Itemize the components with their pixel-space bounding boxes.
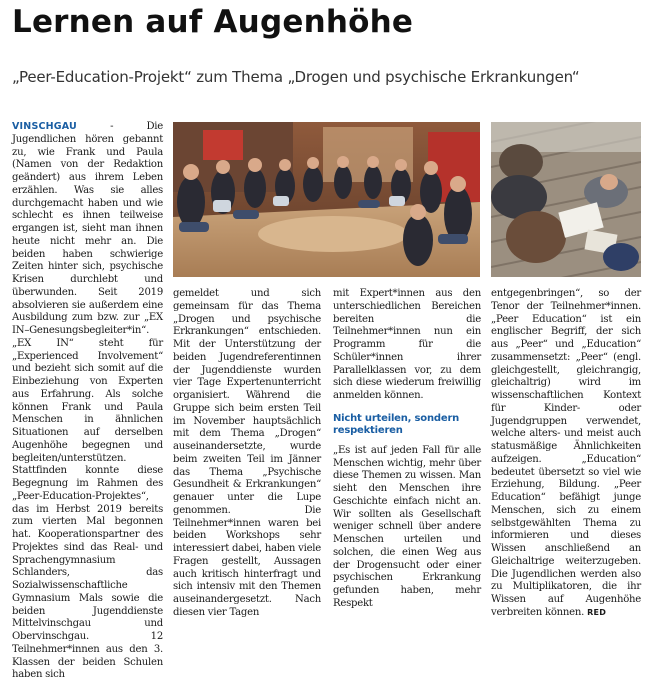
paragraph	[491, 288, 641, 620]
column-1-text: - Die Jugendlichen hören gebannt zu, wie Frank und Paula (Namen von der Redaktion geändert) aus ihrem Leben erzählen. Was sie alles durchgemacht haben und wie schlecht es ihnen teilweise ergangen ist, sieht man ihnen heute nicht mehr an. Die beiden haben schwierige Zeiten hinter sich, psychische Krisen durchlebt und überwunden. Seit 2019 absolvieren sie außerdem eine Ausbildung zum bzw. zur „EX IN–Genesungsbegleiter*in“. „EX IN“ steht für „Experienced Involvement“ und bezieht sich somit auf die Einbeziehung von Experten aus Erfahrung. Als solche können Frank und Paula Menschen in ähnlichen Situationen auf derselben Augenhöhe begegnen und begleiten/unterstützen. Stattfinden konnte diese Begegnung im Rahmen des „Peer-Education-Projektes“, das im Herbst 2019 bereits zum vierten Mal begonnen hat. Kooperationspartner des Projektes sind das Real- und Sprachengymnasium Schlanders, das Sozialwissenschaftliche Gymnasium Mals sowie die beiden Jugenddienste Mittelvinschgau und Obervinschgau. 12 Teilnehmer*innen aus den 3. Klassen der beiden Schulen haben sich	[12, 121, 163, 681]
author-signature: RED	[587, 607, 607, 617]
photo-students-floor	[491, 122, 641, 277]
article-subheadline: „Peer-Education-Projekt“ zum Thema „Drogen und psychische Erkrankungen“	[12, 68, 580, 86]
article-column-4	[491, 288, 641, 620]
article-column-1	[12, 121, 163, 682]
crosshead: Nicht urteilen, sondern respektieren	[333, 412, 460, 436]
article-headline: Lernen auf Augenhöhe	[12, 4, 414, 40]
column-3-text-2: „Es ist auf jeden Fall für alle Menschen wichtig, mehr über diese Themen zu wissen. Man sieht den Menschen ihre Geschichte einfach nicht an. Wir sollten als Gesellschaft weniger schnell über andere Menschen urteilen und solchen, die einen Weg aus der Drogensucht oder einer psychischen Erkrankung gefunden haben, mehr Respekt	[333, 444, 481, 609]
paragraph	[12, 121, 163, 682]
column-2-text: gemeldet und sich gemeinsam für das Thema „Drogen und psychische Erkrankungen“ entschieden. Mit der Unterstützung der beiden Jugendreferentinnen der Jugenddienste wurden vier Tage Expertenunterricht organisiert. Während die Gruppe sich beim ersten Teil im November hauptsächlich mit dem Thema „Drogen“ auseinandersetzte, wurde beim zweiten Teil im Jänner das Thema „Psychische Gesundheit & Erkrankungen“ genauer unter die Lupe genommen. Die Teilnehmer*innen waren bei beiden Workshops sehr interessiert dabei, haben viele Fragen gestellt, Aussagen auch kritisch hinterfragt und sich intensiv mit den Themen auseinandergesetzt. Nach diesen vier Tagen	[173, 288, 321, 618]
photo-group-circle	[173, 122, 480, 277]
column-3-text-1: mit Expert*innen aus den unterschiedlichen Bereichen bereiten die Teilnehmer*innen nun ein Programm für die Schüler*innen ihrer Parallelklassen vor, zu dem sich diese wiederum freiwillig anmelden können.	[333, 288, 481, 401]
article-column-3	[333, 288, 481, 611]
article-column-2	[173, 288, 321, 620]
column-4-text: entgegenbringen“, so der Tenor der Teilnehmer*innen. „Peer Education“ ist ein englischer Begriff, der sich aus „Peer“ und „Education“ zusammensetzt: „Peer“ (engl. gleichgestellt, gleichrangig, gleichaltrig) wird im wissenschaftlichen Kontext für Kinder- oder Jugendgruppen verwendet, welche alters- und meist auch statusmäßige Ähnlichkeiten aufzeigen. „Education“ bedeutet übersetzt so viel wie Erziehung, Bildung. „Peer Education“ befähigt junge Menschen, sich zu einem selbstgewählten Thema zu informieren und dieses Wissen anschließend an Gleichaltrige weiterzugeben. Die Jugendlichen werden also zu Multiplikatoren, die ihr Wissen auf Augenhöhe verbreiten können.	[491, 288, 641, 618]
dateline: VINSCHGAU	[12, 121, 77, 132]
